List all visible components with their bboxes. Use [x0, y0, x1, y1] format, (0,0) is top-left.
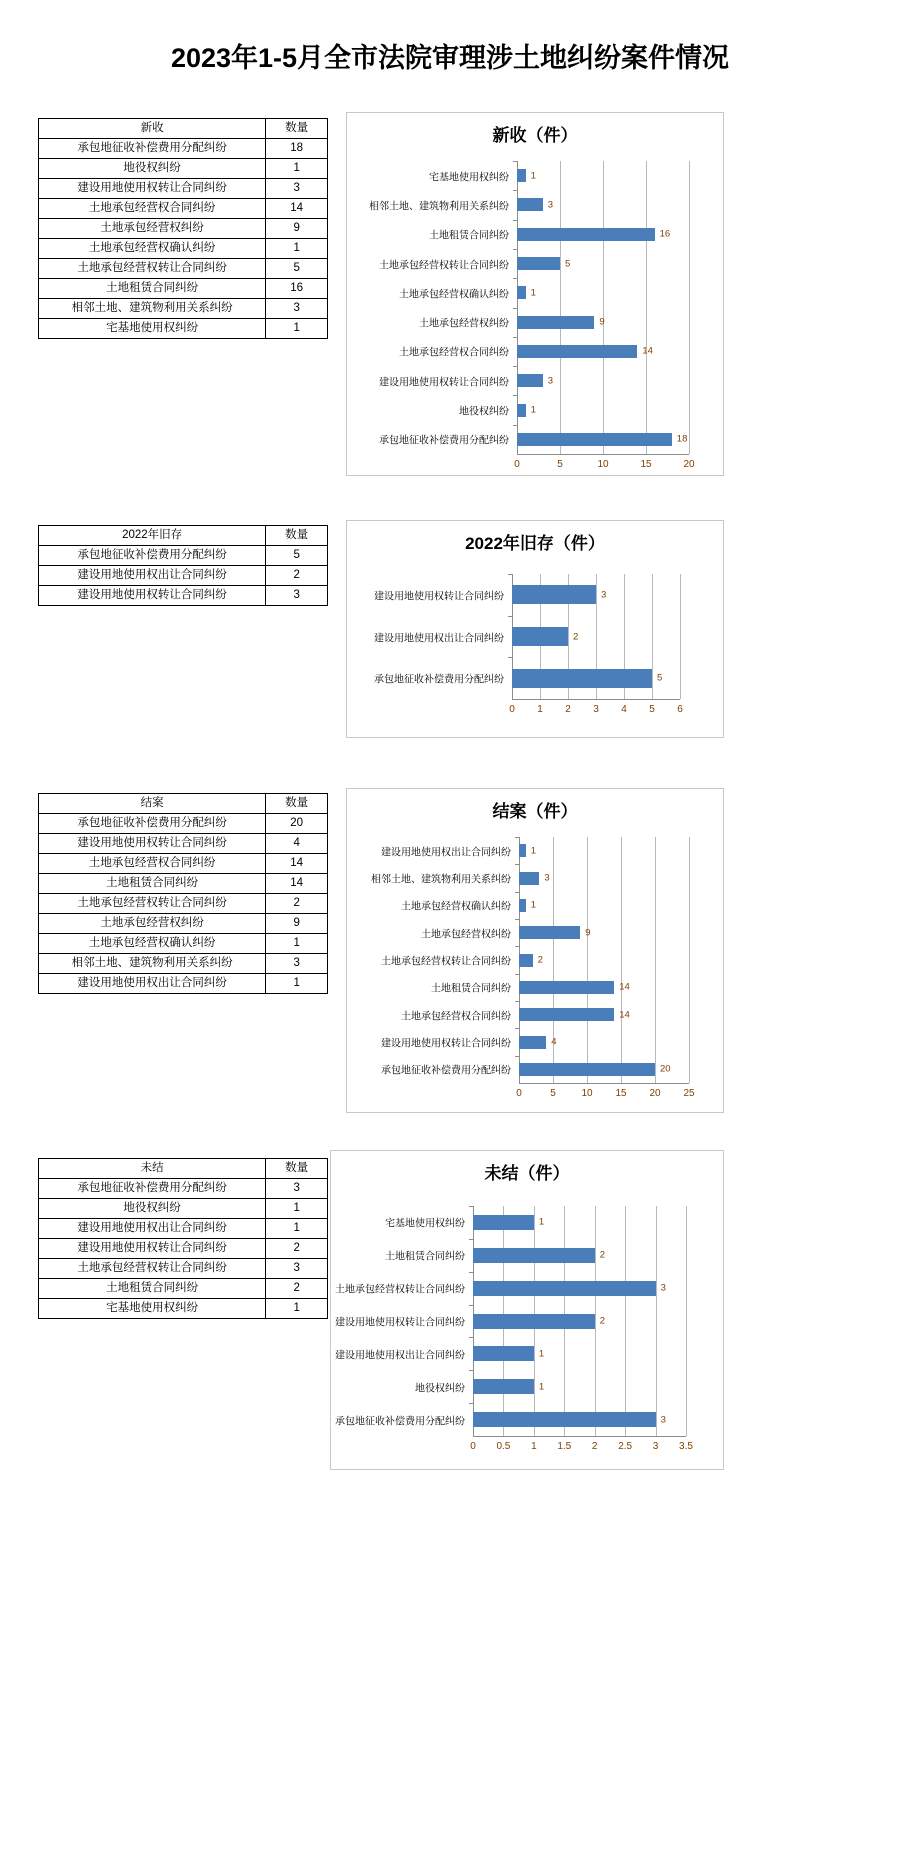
bar-row: [473, 1379, 686, 1394]
table-row: [39, 1199, 328, 1219]
bar[interactable]: [473, 1215, 534, 1230]
bar-value-label: 9: [599, 316, 605, 328]
bar-value-label: 1: [530, 287, 536, 299]
table-cell-label: 地役权纠纷: [39, 1199, 266, 1219]
y-axis-tick: [515, 864, 519, 865]
bar-value-label: 14: [619, 1009, 630, 1021]
table-header-row: [39, 794, 328, 814]
bar[interactable]: [519, 954, 533, 967]
table-cell-label: 建设用地使用权出让合同纠纷: [39, 566, 266, 586]
table-cell-value: 1: [266, 1199, 328, 1219]
category-label: 土地承包经营权纠纷: [419, 318, 509, 330]
table-header-value: 数量: [266, 119, 328, 139]
chart-title: 新收（件）: [492, 126, 578, 145]
x-axis-tick-label: 3: [652, 1441, 659, 1452]
bar-row: [517, 286, 689, 299]
table-cell-value: 14: [266, 874, 328, 894]
bar[interactable]: [519, 1063, 655, 1076]
table-row: [39, 1239, 328, 1259]
x-axis-tick-label: 15: [615, 1088, 627, 1099]
gridline: [689, 837, 690, 1083]
bar-row: [519, 1036, 689, 1049]
table-cell-label: 承包地征收补偿费用分配纠纷: [39, 139, 266, 159]
table-row: [39, 1219, 328, 1239]
bar[interactable]: [519, 844, 526, 857]
table-header-label: 新收: [39, 119, 266, 139]
page-title: 2023年1-5月全市法院审理涉土地纠纷案件情况: [170, 43, 730, 73]
bar-value-label: 1: [538, 1216, 545, 1228]
bar[interactable]: [517, 257, 560, 270]
bar-value-label: 1: [530, 845, 537, 857]
bar[interactable]: [517, 286, 526, 299]
x-axis: [517, 454, 689, 455]
table-row: [39, 874, 328, 894]
bar-row: [517, 169, 689, 182]
bar[interactable]: [512, 585, 596, 604]
table-cell-value: 2: [266, 894, 328, 914]
bar[interactable]: [519, 899, 526, 912]
bar[interactable]: [519, 926, 580, 939]
table-cell-value: 3: [266, 179, 328, 199]
y-axis-tick: [513, 190, 517, 191]
table-cell-label: 地役权纠纷: [39, 159, 266, 179]
table-cell-label: 宅基地使用权纠纷: [39, 319, 266, 339]
table-row: [39, 546, 328, 566]
x-axis: [519, 1083, 689, 1084]
bar[interactable]: [517, 169, 526, 182]
bar[interactable]: [473, 1346, 534, 1361]
bar-row: [517, 374, 689, 387]
bar-value-label: 14: [642, 345, 653, 357]
category-label: 建设用地使用权转让合同纠纷: [335, 1317, 465, 1329]
bar[interactable]: [517, 374, 543, 387]
bar-row: [517, 198, 689, 211]
bar-row: [519, 844, 689, 857]
y-axis-tick: [469, 1305, 473, 1306]
category-label: 土地承包经营权纠纷: [421, 929, 511, 941]
table-cell-label: 承包地征收补偿费用分配纠纷: [39, 546, 266, 566]
category-label: 承包地征收补偿费用分配纠纷: [379, 435, 509, 447]
y-axis-tick: [513, 395, 517, 396]
x-axis-tick-label: 1.5: [557, 1441, 572, 1452]
table-cell-value: 18: [266, 139, 328, 159]
table-row: [39, 566, 328, 586]
x-axis: [512, 699, 680, 700]
bar-value-label: 5: [565, 258, 571, 270]
table-cell-value: 5: [266, 259, 328, 279]
y-axis-tick: [515, 1001, 519, 1002]
y-axis-tick: [515, 946, 519, 947]
table-cell-value: 14: [266, 199, 328, 219]
y-axis-tick: [515, 1028, 519, 1029]
plot-area: [374, 574, 683, 715]
bar[interactable]: [519, 872, 539, 885]
bar-row: [519, 1008, 689, 1021]
x-axis-tick-label: 20: [683, 459, 695, 470]
table-row: [39, 1259, 328, 1279]
plot-area: [335, 1206, 693, 1452]
chart-old-cases: [346, 520, 724, 738]
table-cell-label: 土地承包经营权纠纷: [39, 914, 266, 934]
bar-value-label: 1: [530, 404, 536, 416]
x-axis-tick-label: 1: [537, 704, 543, 715]
bar[interactable]: [517, 228, 655, 241]
table-cell-label: 土地承包经营权纠纷: [39, 219, 266, 239]
table-pending-cases: [38, 1158, 328, 1319]
table-cell-value: 1: [266, 974, 328, 994]
category-label: 土地租赁合同纠纷: [431, 983, 511, 995]
y-axis-tick: [515, 974, 519, 975]
chart-pending-cases: [330, 1150, 724, 1470]
table-cell-label: 土地承包经营权合同纠纷: [39, 854, 266, 874]
table-cell-label: 承包地征收补偿费用分配纠纷: [39, 814, 266, 834]
table-row: [39, 259, 328, 279]
category-label: 土地承包经营权确认纠纷: [399, 289, 509, 301]
bar[interactable]: [512, 669, 652, 688]
category-label: 土地承包经营权合同纠纷: [399, 347, 509, 359]
bar-value-label: 3: [547, 199, 554, 211]
table-cell-label: 宅基地使用权纠纷: [39, 1299, 266, 1319]
x-axis-tick-label: 5: [550, 1088, 556, 1099]
bar-value-label: 1: [530, 899, 537, 911]
table-cell-value: 2: [266, 1239, 328, 1259]
y-axis-tick: [513, 366, 517, 367]
category-label: 土地承包经营权转让合同纠纷: [381, 956, 511, 968]
table-row: [39, 894, 328, 914]
table-body: [39, 814, 328, 994]
category-label: 宅基地使用权纠纷: [385, 1218, 465, 1230]
x-axis-tick-label: 15: [640, 459, 652, 470]
table-cell-label: 建设用地使用权转让合同纠纷: [39, 834, 266, 854]
category-label: 宅基地使用权纠纷: [429, 172, 509, 184]
x-axis-tick-label: 3.5: [679, 1441, 693, 1452]
y-axis-tick: [513, 278, 517, 279]
table-cell-value: 4: [266, 834, 328, 854]
plot-area: [371, 837, 695, 1099]
bar-row: [473, 1248, 686, 1263]
bar-value-label: 2: [599, 1315, 605, 1327]
y-axis-tick: [513, 220, 517, 221]
table-cell-label: 土地承包经营权转让合同纠纷: [39, 894, 266, 914]
table-new-cases: [38, 118, 328, 339]
y-axis-tick: [515, 837, 519, 838]
table-cell-label: 承包地征收补偿费用分配纠纷: [39, 1179, 266, 1199]
gridline: [686, 1206, 687, 1436]
table-cell-label: 相邻土地、建筑物利用关系纠纷: [39, 299, 266, 319]
table-cell-value: 20: [266, 814, 328, 834]
x-axis: [473, 1436, 686, 1437]
bar-row: [512, 669, 680, 688]
y-axis-tick: [515, 919, 519, 920]
table-header-value: 数量: [266, 794, 328, 814]
table-header-label: 未结: [39, 1159, 266, 1179]
category-label: 土地租赁合同纠纷: [429, 230, 509, 242]
table-cell-label: 土地承包经营权转让合同纠纷: [39, 1259, 266, 1279]
category-label: 建设用地使用权出让合同纠纷: [335, 1350, 465, 1362]
category-label: 承包地征收补偿费用分配纠纷: [381, 1065, 511, 1077]
y-axis-tick: [469, 1272, 473, 1273]
bar-value-label: 3: [660, 1414, 666, 1426]
table-row: [39, 1279, 328, 1299]
x-axis-tick-label: 2: [565, 704, 571, 715]
table-row: [39, 299, 328, 319]
table-header-label: 结案: [39, 794, 266, 814]
table-header-label: 2022年旧存: [39, 526, 266, 546]
table-row: [39, 239, 328, 259]
table-cell-value: 3: [266, 954, 328, 974]
bar-row: [517, 228, 689, 241]
x-axis-tick-label: 4: [621, 704, 627, 715]
bar-value-label: 5: [657, 672, 663, 684]
table-cell-label: 相邻土地、建筑物利用关系纠纷: [39, 954, 266, 974]
x-axis-tick-label: 3: [593, 704, 599, 715]
table-header-row: [39, 1159, 328, 1179]
table-cell-value: 3: [266, 1259, 328, 1279]
category-label: 建设用地使用权转让合同纠纷: [374, 591, 504, 603]
bar-value-label: 2: [599, 1249, 605, 1261]
bar-value-label: 1: [538, 1348, 545, 1360]
y-axis-tick: [469, 1239, 473, 1240]
bar[interactable]: [517, 316, 594, 329]
x-axis-tick-label: 0: [470, 1441, 476, 1452]
category-label: 地役权纠纷: [415, 1383, 465, 1395]
bar-row: [512, 627, 680, 646]
bar-value-label: 3: [660, 1282, 666, 1294]
y-axis-tick: [513, 337, 517, 338]
bar[interactable]: [519, 1008, 614, 1021]
table-row: [39, 954, 328, 974]
bar-row: [517, 433, 689, 446]
table-row: [39, 854, 328, 874]
bar-row: [473, 1346, 686, 1361]
table-cell-value: 2: [266, 1279, 328, 1299]
x-axis-tick-label: 20: [649, 1088, 661, 1099]
category-label: 承包地征收补偿费用分配纠纷: [374, 674, 504, 686]
y-axis-tick: [508, 574, 512, 575]
bar-row: [473, 1314, 686, 1329]
bar-value-label: 3: [601, 589, 607, 601]
category-label: 建设用地使用权转让合同纠纷: [381, 1038, 511, 1050]
table-cell-value: 14: [266, 854, 328, 874]
y-axis-tick: [469, 1370, 473, 1371]
table-body: [39, 1179, 328, 1319]
x-axis-tick-label: 0.5: [496, 1441, 511, 1452]
bar-row: [517, 316, 689, 329]
bar-row: [519, 899, 689, 912]
table-cell-label: 土地承包经营权确认纠纷: [39, 239, 266, 259]
bar-value-label: 18: [676, 433, 688, 445]
category-label: 承包地征收补偿费用分配纠纷: [335, 1416, 465, 1428]
table-row: [39, 159, 328, 179]
bar-row: [519, 981, 689, 994]
table-cell-value: 1: [266, 1219, 328, 1239]
y-axis-tick: [515, 892, 519, 893]
bar[interactable]: [519, 1036, 546, 1049]
bar-value-label: 2: [573, 631, 579, 642]
table-row: [39, 319, 328, 339]
bar[interactable]: [473, 1379, 534, 1394]
category-label: 土地承包经营权确认纠纷: [401, 901, 511, 913]
category-label: 土地承包经营权转让合同纠纷: [335, 1284, 465, 1296]
bar[interactable]: [519, 981, 614, 994]
table-row: [39, 219, 328, 239]
gridline: [680, 574, 681, 699]
bar[interactable]: [473, 1412, 656, 1427]
bar[interactable]: [517, 345, 637, 358]
x-axis-tick-label: 5: [557, 459, 563, 470]
y-axis-tick: [469, 1206, 473, 1207]
bar-row: [519, 872, 689, 885]
bar[interactable]: [517, 198, 543, 211]
bar-row: [517, 257, 689, 270]
table-row: [39, 1299, 328, 1319]
x-axis-tick-label: 0: [516, 1088, 522, 1099]
bar-row: [517, 404, 689, 417]
x-axis-tick-label: 5: [649, 704, 655, 715]
table-cell-label: 土地租赁合同纠纷: [39, 874, 266, 894]
table-body: [39, 546, 328, 606]
category-label: 相邻土地、建筑物利用关系纠纷: [369, 201, 509, 213]
x-axis-tick-label: 2.5: [618, 1441, 633, 1452]
table-cell-value: 1: [266, 934, 328, 954]
category-label: 土地承包经营权合同纠纷: [401, 1011, 511, 1023]
x-axis-tick-label: 25: [683, 1088, 695, 1099]
table-cell-label: 土地承包经营权转让合同纠纷: [39, 259, 266, 279]
y-axis-tick: [513, 308, 517, 309]
bar[interactable]: [473, 1314, 595, 1329]
table-cell-value: 3: [266, 299, 328, 319]
y-axis-tick: [469, 1337, 473, 1338]
bar-row: [473, 1215, 686, 1230]
table-row: [39, 814, 328, 834]
category-label: 土地租赁合同纠纷: [385, 1251, 465, 1263]
table-cell-label: 建设用地使用权转让合同纠纷: [39, 586, 266, 606]
category-label: 建设用地使用权转让合同纠纷: [379, 377, 509, 389]
bar-row: [519, 926, 689, 939]
bar[interactable]: [473, 1248, 595, 1263]
table-cell-value: 16: [266, 279, 328, 299]
x-axis-tick-label: 10: [597, 459, 609, 470]
bar-value-label: 16: [659, 228, 671, 240]
table-row: [39, 179, 328, 199]
x-axis-tick-label: 2: [591, 1441, 598, 1452]
table-old-cases: [38, 525, 328, 606]
table-cell-label: 土地租赁合同纠纷: [39, 1279, 266, 1299]
bar-value-label: 4: [551, 1036, 557, 1048]
table-cell-value: 1: [266, 159, 328, 179]
plot-area: [369, 161, 695, 470]
bar[interactable]: [473, 1281, 656, 1296]
table-row: [39, 1179, 328, 1199]
x-axis-tick-label: 0: [509, 704, 515, 715]
bar-value-label: 1: [538, 1381, 545, 1393]
bar-value-label: 20: [660, 1063, 671, 1075]
bar-value-label: 3: [547, 375, 554, 387]
y-axis-tick: [513, 161, 517, 162]
chart-new-cases: [346, 112, 724, 476]
category-label: 地役权纠纷: [459, 406, 509, 418]
y-axis-tick: [513, 249, 517, 250]
y-axis-tick: [515, 1056, 519, 1057]
bar-row: [519, 954, 689, 967]
table-cell-label: 土地承包经营权合同纠纷: [39, 199, 266, 219]
table-body: [39, 139, 328, 339]
chart-title: 结案（件）: [492, 802, 578, 821]
table-cell-label: 土地承包经营权确认纠纷: [39, 934, 266, 954]
y-axis-tick: [469, 1403, 473, 1404]
table-row: [39, 934, 328, 954]
table-row: [39, 834, 328, 854]
table-cell-value: 3: [266, 586, 328, 606]
table-cell-label: 土地租赁合同纠纷: [39, 279, 266, 299]
x-axis-tick-label: 1: [531, 1441, 537, 1452]
table-cell-value: 3: [266, 1179, 328, 1199]
category-label: 相邻土地、建筑物利用关系纠纷: [371, 874, 511, 886]
bar-value-label: 9: [585, 927, 591, 939]
category-label: 建设用地使用权出让合同纠纷: [381, 847, 511, 859]
y-axis-tick: [508, 657, 512, 658]
table-cell-label: 建设用地使用权出让合同纠纷: [39, 1219, 266, 1239]
bar[interactable]: [517, 404, 526, 417]
bar-row: [473, 1412, 686, 1427]
table-row: [39, 974, 328, 994]
y-axis-tick: [508, 616, 512, 617]
bar-row: [473, 1281, 686, 1296]
gridline: [689, 161, 690, 454]
bar-value-label: 1: [530, 170, 536, 182]
table-cell-label: 建设用地使用权出让合同纠纷: [39, 974, 266, 994]
table-cell-value: 2: [266, 566, 328, 586]
y-axis-tick: [513, 425, 517, 426]
x-axis-tick-label: 0: [514, 459, 520, 470]
bar[interactable]: [512, 627, 568, 646]
chart-closed-cases: [346, 788, 724, 1113]
table-header-row: [39, 526, 328, 546]
table-row: [39, 279, 328, 299]
table-cell-label: 建设用地使用权转让合同纠纷: [39, 179, 266, 199]
table-row: [39, 914, 328, 934]
x-axis-tick-label: 6: [677, 704, 683, 715]
category-label: 土地承包经营权转让合同纠纷: [379, 260, 509, 272]
table-header-value: 数量: [266, 1159, 328, 1179]
bar-value-label: 3: [544, 872, 550, 884]
bar-row: [519, 1063, 689, 1076]
bar-value-label: 14: [619, 981, 630, 993]
table-header-row: [39, 119, 328, 139]
table-closed-cases: [38, 793, 328, 994]
bar-value-label: 2: [537, 954, 543, 966]
table-row: [39, 586, 328, 606]
category-label: 建设用地使用权出让合同纠纷: [374, 633, 504, 644]
x-axis-tick-label: 10: [581, 1088, 593, 1099]
table-cell-value: 1: [266, 239, 328, 259]
table-cell-value: 9: [266, 219, 328, 239]
chart-title: 2022年旧存（件）: [465, 534, 605, 553]
table-cell-value: 1: [266, 1299, 328, 1319]
bar[interactable]: [517, 433, 672, 446]
bar-row: [512, 585, 680, 604]
table-cell-label: 建设用地使用权转让合同纠纷: [39, 1239, 266, 1259]
table-row: [39, 139, 328, 159]
chart-title: 未结（件）: [484, 1164, 570, 1183]
table-cell-value: 5: [266, 546, 328, 566]
table-header-value: 数量: [266, 526, 328, 546]
table-cell-value: 1: [266, 319, 328, 339]
table-row: [39, 199, 328, 219]
table-cell-value: 9: [266, 914, 328, 934]
bar-row: [517, 345, 689, 358]
